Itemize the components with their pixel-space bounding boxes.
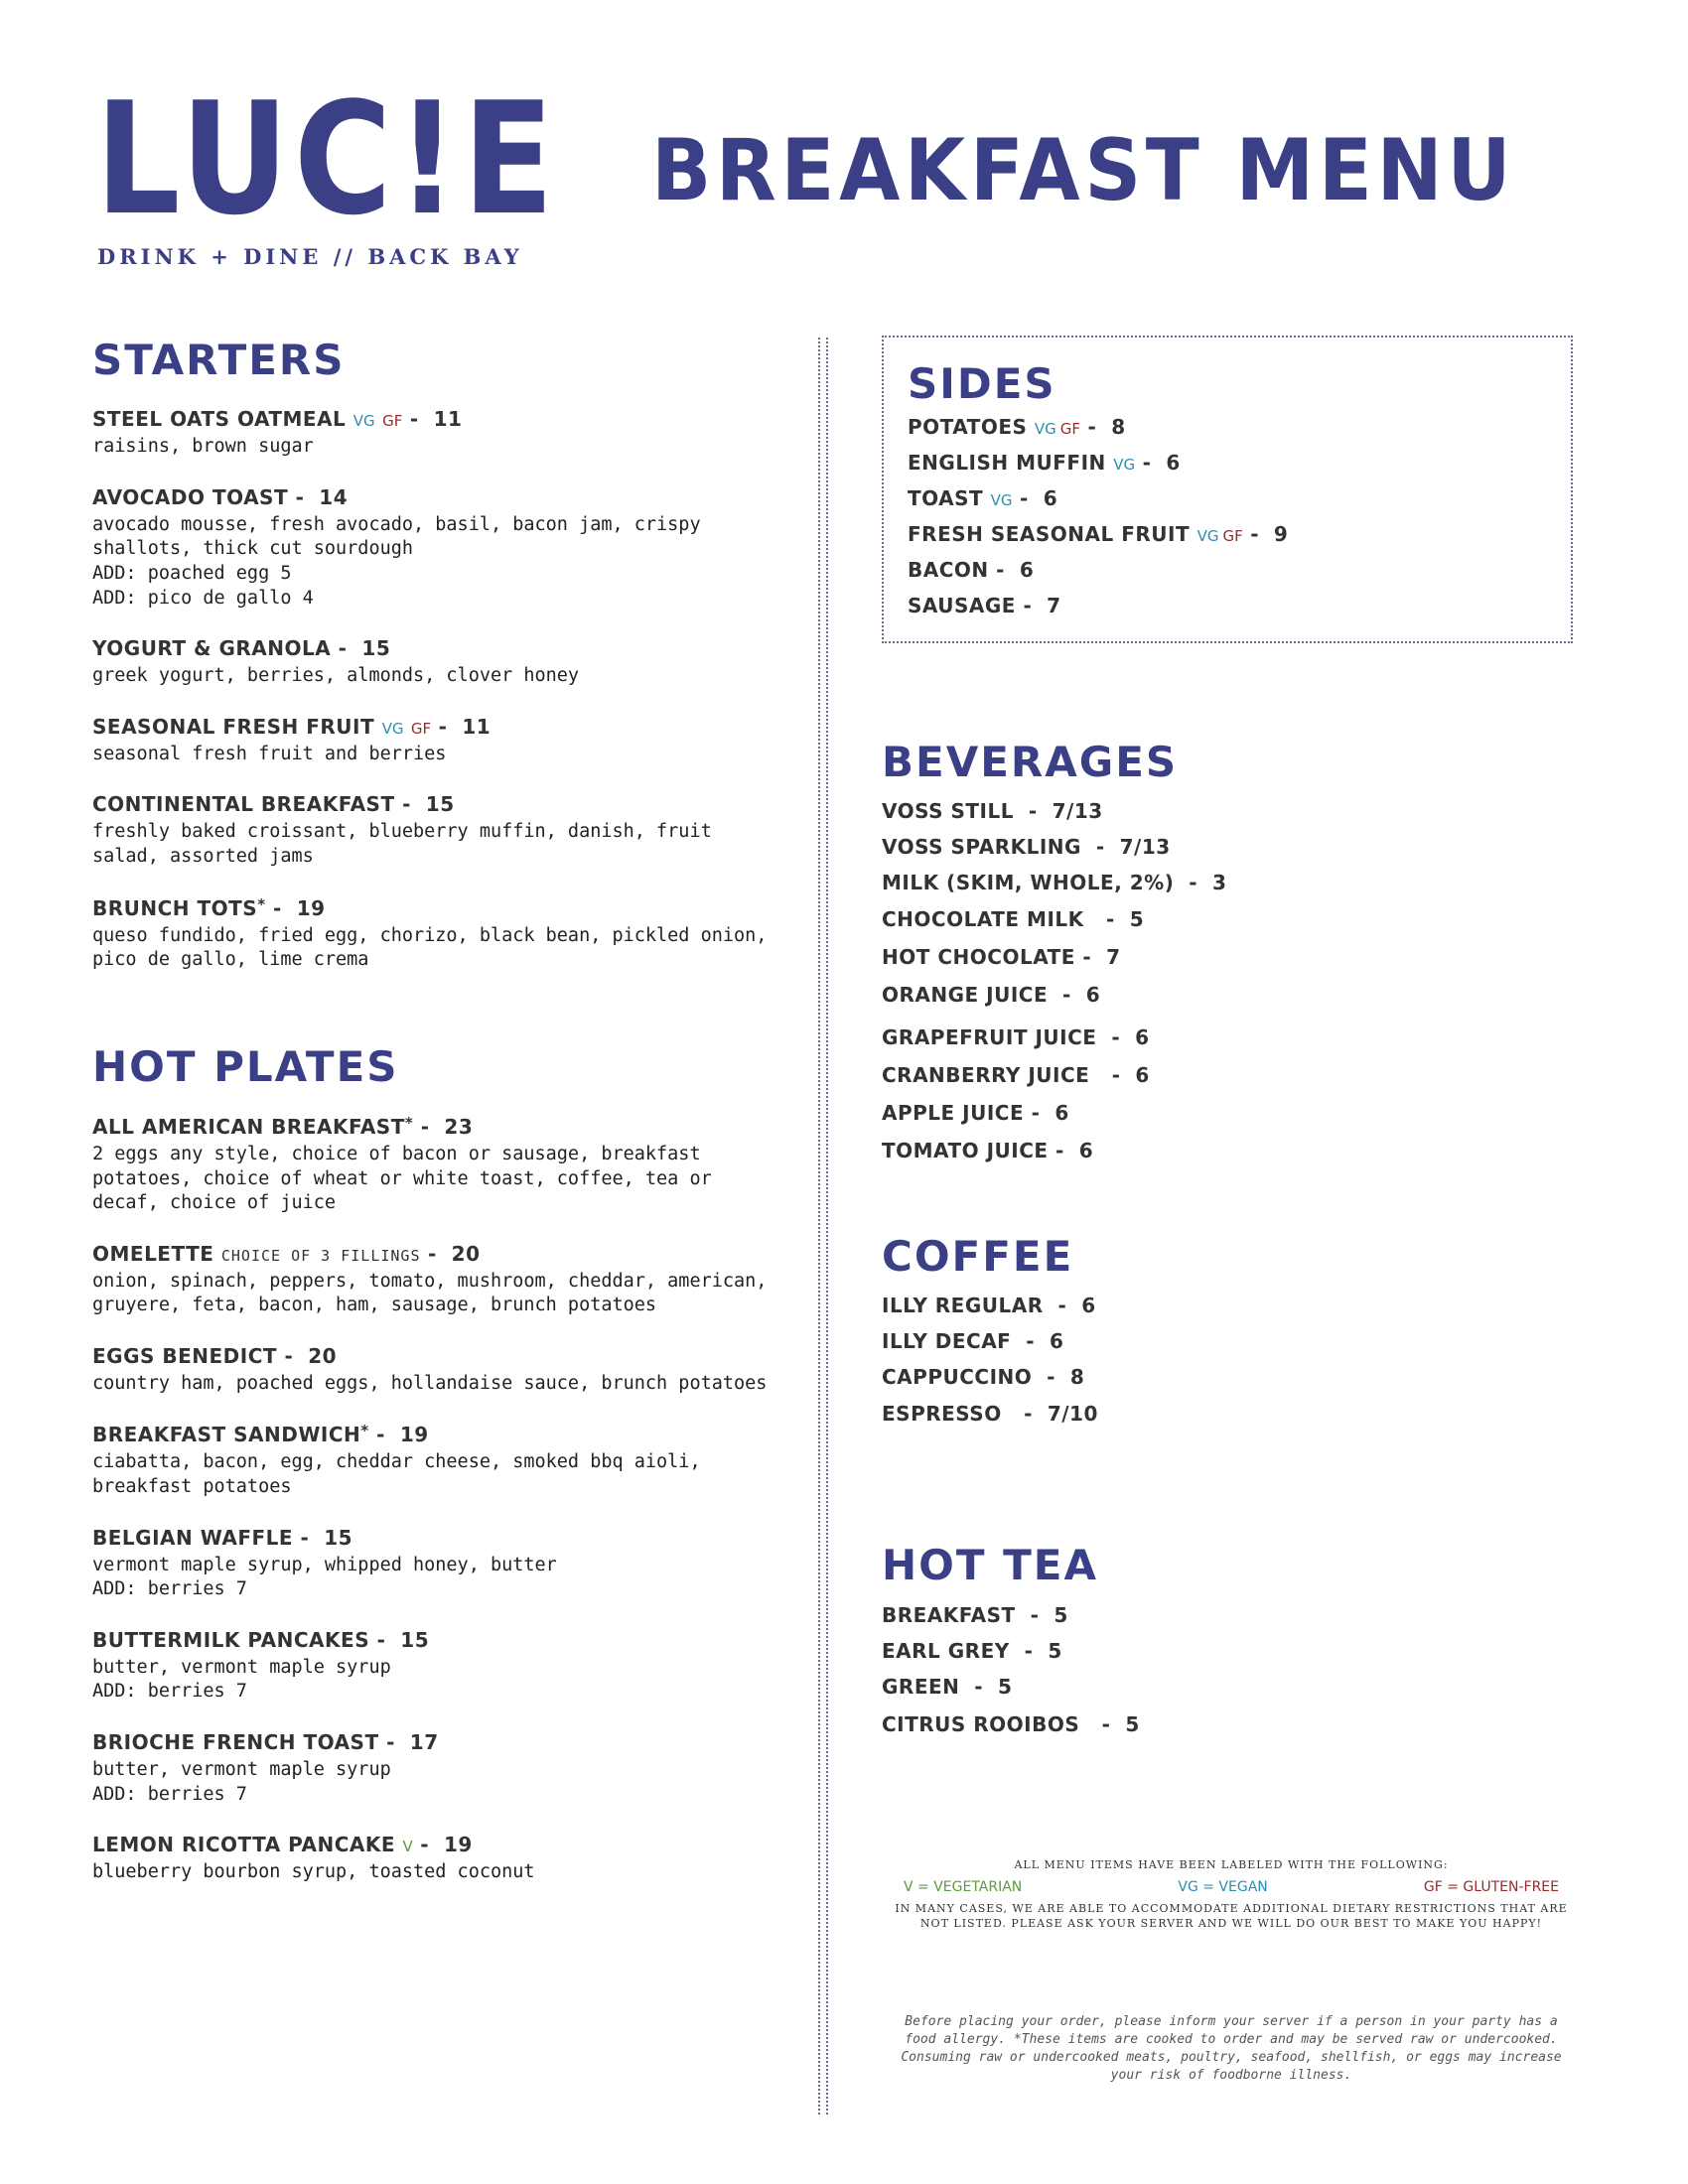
vegan-tag: VG — [381, 719, 404, 738]
beverage-item: CHOCOLATE MILK - 5 — [882, 907, 1145, 932]
item-title: OMELETTE — [92, 1241, 214, 1266]
item-price: - 19 — [376, 1423, 429, 1447]
item-description: onion, spinach, peppers, tomato, mushroom, cheddar, american, gruyere, feta, bacon, ham, sausage, brunch potatoes — [92, 1270, 768, 1316]
item-addon: ADD: poached egg 5 — [92, 562, 292, 584]
item-title: STEEL OATS OATMEAL — [92, 407, 347, 432]
item-title: ALL AMERICAN BREAKFAST — [92, 1114, 405, 1139]
item-title: ENGLISH MUFFIN — [908, 451, 1106, 476]
tea-item: BREAKFAST - 5 — [882, 1602, 1068, 1627]
item-name — [92, 1422, 787, 1446]
item-price: - 9 — [1250, 522, 1289, 547]
section-title: COFFEE — [882, 1232, 1074, 1282]
item-description: butter, vermont maple syrup — [92, 1759, 391, 1781]
section-title: SIDES — [908, 359, 1056, 408]
gluten-free-legend: GF = GLUTEN-FREE — [1423, 1879, 1559, 1895]
item-description: ciabatta, bacon, egg, cheddar cheese, smoked bbq aioli, breakfast potatoes — [92, 1451, 701, 1498]
beverage-item: VOSS SPARKLING - 7/13 — [882, 835, 1171, 860]
item-name — [92, 1344, 787, 1368]
item-name — [92, 407, 787, 431]
item-price: - 17 — [386, 1730, 439, 1755]
item-name — [92, 1628, 787, 1652]
right-column — [882, 740, 1577, 1736]
item-description: 2 eggs any style, choice of bacon or sausage, breakfast potatoes, choice of wheat or white toast, coffee, tea or decaf, choice of juice — [92, 1143, 712, 1214]
side-item — [908, 594, 1547, 617]
accommodation-note: IN MANY CASES, WE ARE ABLE TO ACCOMMODATE ADDITIONAL DIETARY RESTRICTIONS THAT ARE NOT LISTED. PLEASE ASK YOUR SERVER AND WE WILL DO OUR BEST TO MAKE YOU HAPPY! — [895, 1902, 1568, 1931]
beverage-item: TOMATO JUICE - 6 — [882, 1139, 1094, 1163]
item-title: TOAST — [908, 486, 984, 511]
menu-item — [92, 715, 787, 767]
section-title: HOT PLATES — [92, 1041, 399, 1091]
hot-tea-section — [882, 1543, 1577, 1735]
item-title: BREAKFAST SANDWICH — [92, 1423, 361, 1447]
dietary-legend — [894, 1858, 1569, 1932]
beverage-item: ORANGE JUICE - 6 — [882, 983, 1101, 1008]
beverage-item: MILK (SKIM, WHOLE, 2%) - 3 — [882, 871, 1227, 895]
vegan-tag: VG — [1034, 420, 1056, 439]
item-price: - 6 — [996, 558, 1035, 583]
item-title: AVOCADO TOAST — [92, 484, 289, 509]
item-description: freshly baked croissant, blueberry muffin, danish, fruit salad, assorted jams — [92, 821, 712, 867]
item-title: CONTINENTAL BREAKFAST — [92, 792, 395, 817]
menu-item — [92, 1628, 787, 1705]
beverages-section — [882, 740, 1577, 1162]
item-name — [92, 1242, 787, 1266]
menu-title: BREAKFAST MENU — [651, 121, 1516, 220]
column-divider — [826, 338, 828, 2115]
gluten-free-tag: GF — [410, 719, 432, 738]
item-price: - 15 — [376, 1627, 430, 1652]
item-description: avocado mousse, fresh avocado, basil, bacon jam, crispy shallots, thick cut sourdough — [92, 513, 701, 560]
item-price: - 20 — [427, 1241, 481, 1266]
menu-item — [92, 1114, 787, 1216]
tea-item: CITRUS ROOIBOS - 5 — [882, 1711, 1140, 1736]
menu-item — [92, 1526, 787, 1602]
item-title: SAUSAGE — [908, 594, 1016, 618]
raw-warning-asterisk: * — [404, 1113, 414, 1132]
vegetarian-tag: V — [402, 1838, 413, 1856]
coffee-section — [882, 1234, 1577, 1426]
item-price: - 7 — [1023, 594, 1061, 618]
gluten-free-tag: GF — [1059, 420, 1081, 439]
item-title: YOGURT & GRANOLA — [92, 636, 332, 661]
item-title: FRESH SEASONAL FRUIT — [908, 522, 1191, 547]
item-description: queso fundido, fried egg, chorizo, black bean, pickled onion, pico de gallo, lime crema — [92, 924, 768, 971]
tea-item: EARL GREY - 5 — [882, 1638, 1062, 1663]
item-price: - 19 — [273, 895, 326, 920]
item-description: blueberry bourbon syrup, toasted coconut — [92, 1861, 535, 1883]
beverage-item: VOSS STILL - 7/13 — [882, 799, 1103, 824]
item-title: BRUNCH TOTS — [92, 895, 258, 920]
item-price: - 15 — [300, 1525, 353, 1550]
item-title: LEMON RICOTTA PANCAKE — [92, 1833, 396, 1857]
section-title: HOT TEA — [882, 1541, 1098, 1590]
tea-item: GREEN - 5 — [882, 1674, 1013, 1699]
item-title: EGGS BENEDICT — [92, 1343, 278, 1368]
item-price: - 15 — [338, 636, 391, 661]
item-price: - 8 — [1087, 415, 1126, 440]
item-name — [92, 715, 787, 739]
item-name — [92, 792, 787, 816]
item-name — [92, 636, 787, 660]
item-price: - 6 — [1019, 486, 1058, 511]
menu-item — [92, 1422, 787, 1499]
vegan-tag: VG — [1196, 527, 1219, 546]
beverage-item: GRAPEFRUIT JUICE - 6 — [882, 1025, 1150, 1050]
menu-item — [92, 407, 787, 460]
item-note: CHOICE OF 3 FILLINGS — [220, 1246, 421, 1265]
side-item — [908, 486, 1547, 510]
item-title: BACON — [908, 558, 989, 583]
vegan-tag: VG — [352, 412, 375, 431]
side-item — [908, 558, 1547, 582]
beverage-item: CRANBERRY JUICE - 6 — [882, 1063, 1150, 1088]
item-price: - 14 — [295, 484, 349, 509]
item-price: - 19 — [420, 1833, 473, 1857]
item-description: butter, vermont maple syrup — [92, 1656, 391, 1678]
vegan-tag: VG — [990, 491, 1013, 510]
beverage-item: HOT CHOCOLATE - 7 — [882, 945, 1121, 970]
item-description: greek yogurt, berries, almonds, clover honey — [92, 665, 580, 687]
item-title: BRIOCHE FRENCH TOAST — [92, 1730, 379, 1755]
gluten-free-tag: GF — [382, 412, 403, 431]
item-price: - 6 — [1142, 451, 1181, 476]
section-title: BEVERAGES — [882, 738, 1179, 786]
restaurant-logo: LUC!E — [95, 68, 559, 249]
hot-plates-section — [92, 1041, 787, 1885]
item-title: SEASONAL FRESH FRUIT — [92, 714, 375, 739]
menu-item — [92, 895, 787, 973]
beverage-item: APPLE JUICE - 6 — [882, 1101, 1069, 1126]
sides-box — [882, 336, 1573, 643]
item-price: - 23 — [420, 1114, 474, 1139]
item-name — [92, 1730, 787, 1754]
item-price: - 11 — [438, 714, 492, 739]
menu-item — [92, 1833, 787, 1885]
menu-item — [92, 485, 787, 611]
item-description: vermont maple syrup, whipped honey, butter — [92, 1554, 557, 1575]
side-item — [908, 415, 1547, 439]
item-price: - 20 — [284, 1343, 338, 1368]
side-item — [908, 451, 1547, 475]
menu-item — [92, 1242, 787, 1318]
item-addon: ADD: berries 7 — [92, 1578, 247, 1600]
side-item — [908, 522, 1547, 546]
item-title: BELGIAN WAFFLE — [92, 1525, 294, 1550]
menu-item — [92, 1730, 787, 1807]
allergy-disclaimer: Before placing your order, please inform your server if a person in your party has a food allergy. *These items are cooked to order and may be served raw or undercooked. Consuming raw or undercooked meats, poultry, seafood, shellfish, or eggs may increase your risk of foodborne illness. — [901, 2014, 1562, 2083]
left-column — [92, 338, 787, 1885]
item-description: raisins, brown sugar — [92, 436, 314, 458]
coffee-item: ILLY DECAF - 6 — [882, 1329, 1064, 1354]
section-title: STARTERS — [92, 336, 346, 384]
vegan-tag: VG — [1113, 456, 1136, 475]
item-title: BUTTERMILK PANCAKES — [92, 1627, 370, 1652]
item-name — [92, 1114, 787, 1139]
legend-row — [904, 1879, 1559, 1895]
item-addon: ADD: pico de gallo 4 — [92, 587, 314, 609]
vegetarian-legend: V = VEGETARIAN — [904, 1879, 1023, 1895]
item-name — [92, 485, 787, 509]
item-description: country ham, poached eggs, hollandaise sauce, brunch potatoes — [92, 1372, 768, 1394]
item-name — [92, 1833, 787, 1856]
item-name — [92, 895, 787, 920]
coffee-item: ILLY REGULAR - 6 — [882, 1294, 1096, 1318]
item-addon: ADD: berries 7 — [92, 1783, 247, 1805]
legend-caption: ALL MENU ITEMS HAVE BEEN LABELED WITH THE FOLLOWING: — [1014, 1858, 1449, 1871]
raw-warning-asterisk: * — [257, 894, 266, 913]
item-price: - 11 — [409, 407, 463, 432]
item-price: - 15 — [402, 792, 455, 817]
logo-tagline: DRINK + DINE // BACK BAY — [97, 244, 523, 269]
item-name — [92, 1526, 787, 1550]
item-title: POTATOES — [908, 415, 1028, 440]
starters-section — [92, 338, 787, 973]
raw-warning-asterisk: * — [360, 1422, 369, 1440]
gluten-free-tag: GF — [1222, 527, 1243, 546]
menu-item — [92, 1344, 787, 1397]
column-divider — [818, 338, 820, 2115]
menu-item — [92, 636, 787, 689]
item-description: seasonal fresh fruit and berries — [92, 743, 447, 764]
coffee-item: CAPPUCCINO - 8 — [882, 1365, 1085, 1390]
vegan-legend: VG = VEGAN — [1178, 1879, 1268, 1895]
coffee-item: ESPRESSO - 7/10 — [882, 1402, 1098, 1427]
menu-item — [92, 792, 787, 869]
item-addon: ADD: berries 7 — [92, 1681, 247, 1703]
